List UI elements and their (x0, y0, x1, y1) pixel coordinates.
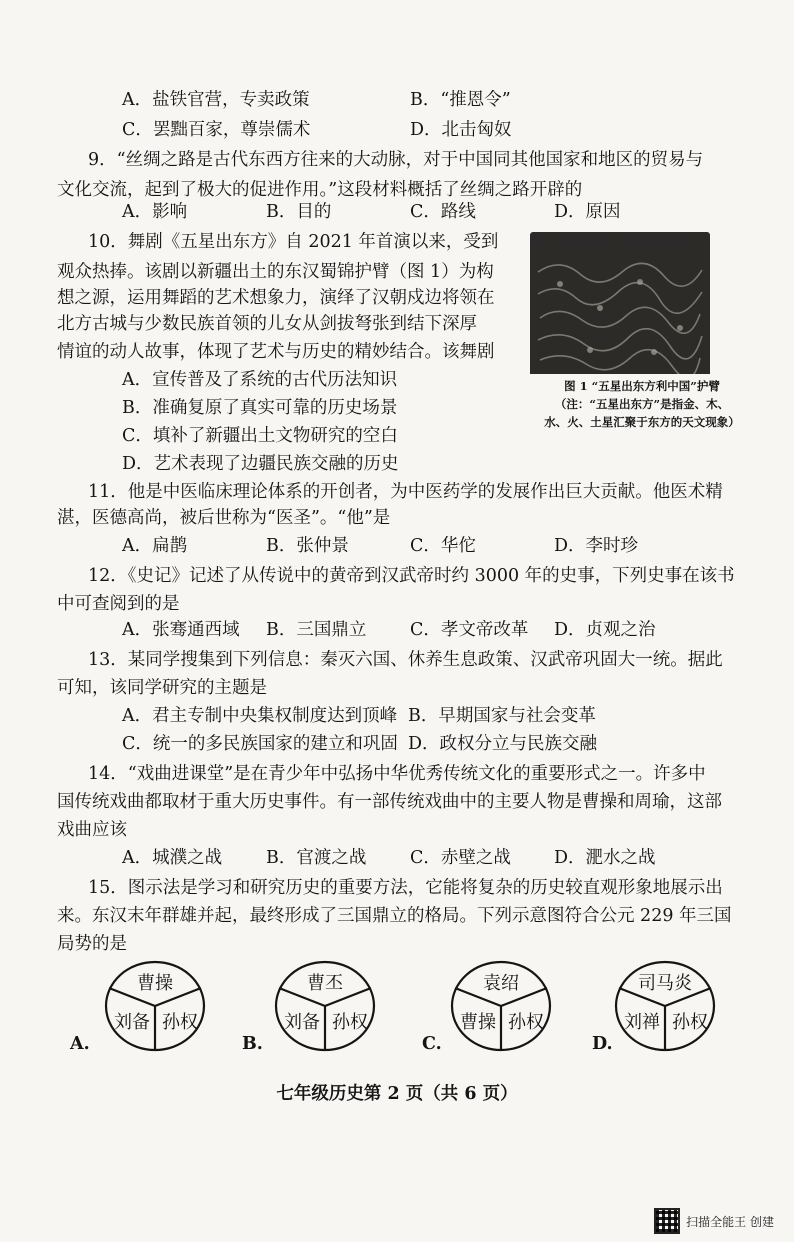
qr-code-icon (654, 1208, 680, 1234)
q15-diagram-d (614, 960, 716, 1052)
q13-option-a: A．君主专制中央集权制度达到顶峰 (122, 706, 398, 726)
q13-option-d: D．政权分立与民族交融 (408, 734, 598, 754)
q11-text: 11．他是中医临床理论体系的开创者，为中医药学的发展作出巨大贡献。他医术精 (88, 482, 723, 502)
q11-options-row (0, 530, 794, 562)
q15-d-top-label: 司马炎 (638, 973, 692, 994)
q15-text: 局势的是 (57, 934, 127, 954)
q13-options-row-2 (0, 728, 794, 760)
figure-1 (522, 232, 762, 440)
q13-text: 13．某同学搜集到下列信息：秦灭六国、休养生息政策、汉武帝巩固大一统。据此 (88, 650, 723, 670)
q10-option-c: C．填补了新疆出土文物研究的空白 (122, 426, 398, 446)
q10-option-d: D．艺术表现了边疆民族交融的历史 (122, 454, 399, 474)
scanner-label: 扫描全能王 创建 (686, 1214, 774, 1229)
q13-option-b: B．早期国家与社会变革 (408, 706, 596, 726)
q9-option-c: C．路线 (410, 202, 476, 222)
q8-option-d: D．北击匈奴 (410, 120, 512, 140)
q15-text: 15．图示法是学习和研究历史的重要方法，它能将复杂的历史较直观形象地展示出 (88, 878, 723, 898)
q14-text: 国传统戏曲都取材于重大历史事件。有一部传统戏曲中的主要人物是曹操和周瑜，这部 (57, 792, 722, 812)
q14-option-a: A．城濮之战 (122, 848, 223, 868)
q15-a-left-label: 刘备 (114, 1012, 150, 1033)
q14-options-row (0, 842, 794, 874)
q15-option-d-letter: D. (592, 1034, 613, 1054)
q15-b-top-label: 曹丕 (307, 973, 343, 994)
q13-text: 可知，该同学研究的主题是 (57, 678, 267, 698)
q10-option-a: A．宣传普及了系统的古代历法知识 (122, 370, 398, 390)
q15-diagram-a (104, 960, 206, 1052)
q15-a-top-label: 曹操 (137, 973, 173, 994)
q11-option-d: D．李时珍 (554, 536, 639, 556)
q15-c-top-label: 袁绍 (483, 973, 519, 994)
q9-option-a: A．影响 (122, 202, 188, 222)
figure-caption-note: 水、火、土星汇聚于东方的天文现象） (544, 415, 740, 429)
q10-text: 观众热捧。该剧以新疆出土的东汉蜀锦护臂（图 1）为构 (57, 262, 494, 282)
q12-option-b: B．三国鼎立 (266, 620, 367, 640)
q8-option-c: C．罢黜百家，尊崇儒术 (122, 120, 311, 140)
page-footer: 七年级历史第 2 页（共 6 页） (276, 1084, 518, 1104)
q8-options-row-2 (0, 114, 794, 146)
q10-text: 10．舞剧《五星出东方》自 2021 年首演以来，受到 (88, 232, 499, 252)
q12-option-c: C．孝文帝改革 (410, 620, 529, 640)
q8-options-row-1 (0, 84, 794, 116)
q9-text: 9．“丝绸之路是古代东西方往来的大动脉，对于中国同其他国家和地区的贸易与 (88, 150, 704, 170)
q15-a-right-label: 孙权 (162, 1012, 198, 1033)
q13-option-c: C．统一的多民族国家的建立和巩固 (122, 734, 398, 754)
q12-options-row (0, 614, 794, 646)
q15-text: 来。东汉末年群雄并起，最终形成了三国鼎立的格局。下列示意图符合公元 229 年三国 (57, 906, 732, 926)
q11-option-b: B．张仲景 (266, 536, 349, 556)
q12-text: 中可查阅到的是 (57, 594, 180, 614)
q9-stem-line-1 (0, 144, 794, 176)
q15-d-right-label: 孙权 (672, 1012, 708, 1033)
q10-option-b: B．准确复原了真实可靠的历史场景 (122, 398, 398, 418)
q11-option-c: C．华佗 (410, 536, 476, 556)
q9-text: 文化交流，起到了极大的促进作用。”这段材料概括了丝绸之路开辟的 (57, 180, 583, 200)
q15-b-left-label: 刘备 (284, 1012, 320, 1033)
q12-text: 12．《史记》记述了从传说中的黄帝到汉武帝时约 3000 年的史事，下列史事在该书 (88, 566, 735, 586)
q14-option-c: C．赤壁之战 (410, 848, 511, 868)
q15-option-b-letter: B. (242, 1034, 263, 1054)
q14-text: 14．“戏曲进课堂”是在青少年中弘扬中华优秀传统文化的重要形式之一。许多中 (88, 764, 706, 784)
q10-text: 情谊的动人故事，体现了艺术与历史的精妙结合。该舞剧 (57, 342, 495, 362)
q15-option-c-letter: C. (422, 1034, 442, 1054)
q15-diagram-b (274, 960, 376, 1052)
q15-stem-line-3 (0, 928, 794, 960)
armguard-image (530, 232, 710, 374)
q15-diagram-c (450, 960, 552, 1052)
q11-option-a: A．扁鹊 (122, 536, 188, 556)
q15-c-right-label: 孙权 (508, 1012, 544, 1033)
q15-b-right-label: 孙权 (332, 1012, 368, 1033)
q8-option-a: A．盐铁官营，专卖政策 (122, 90, 310, 110)
q9-option-b: B．目的 (266, 202, 332, 222)
scanner-watermark (654, 1208, 774, 1234)
q10-text: 想之源，运用舞蹈的艺术想象力，演绎了汉朝戍边将领在 (57, 288, 495, 308)
q15-option-a-letter: A. (70, 1034, 90, 1054)
q12-option-d: D．贞观之治 (554, 620, 656, 640)
q15-c-left-label: 曹操 (460, 1012, 496, 1033)
q9-option-d: D．原因 (554, 202, 621, 222)
q11-text: 湛，医德高尚，被后世称为“医圣”。“他”是 (57, 508, 391, 528)
q8-option-b: B．“推恩令” (410, 90, 511, 110)
q15-d-left-label: 刘禅 (624, 1012, 660, 1033)
figure-caption-title: 图 1 “五星出东方利中国”护臂 (564, 379, 720, 393)
q10-text: 北方古城与少数民族首领的儿女从剑拔弩张到结下深厚 (57, 314, 477, 334)
q14-text: 戏曲应该 (57, 820, 127, 840)
q14-option-b: B．官渡之战 (266, 848, 367, 868)
q12-option-a: A．张骞通西域 (122, 620, 240, 640)
q14-option-d: D．淝水之战 (554, 848, 656, 868)
q9-options-row (0, 196, 794, 228)
figure-caption-note: （注：“五星出东方”是指金、木、 (554, 397, 730, 411)
